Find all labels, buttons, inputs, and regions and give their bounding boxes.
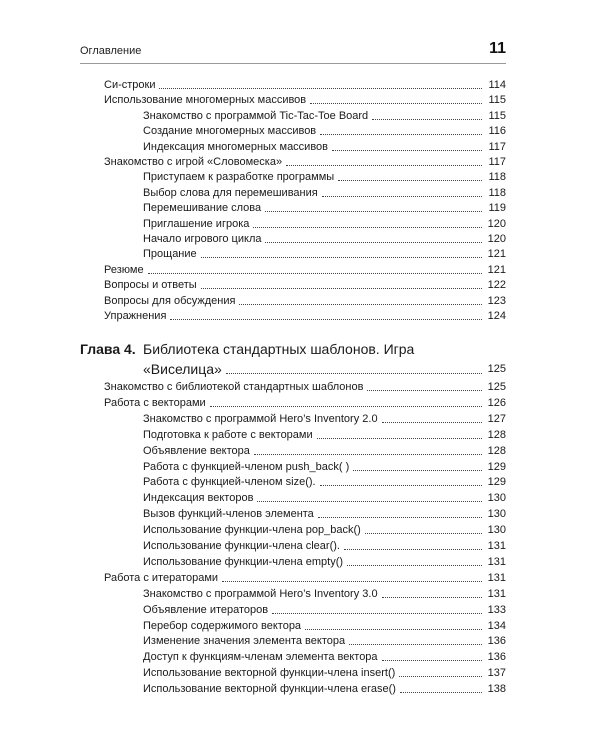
- toc-entry: [143, 168, 506, 184]
- toc-entry-title: Доступ к функциям-членам элемента вектора: [143, 651, 378, 664]
- toc-entry: [143, 184, 506, 200]
- dot-leader: [148, 273, 482, 274]
- toc-entry: [104, 378, 506, 394]
- dot-leader: [239, 304, 482, 305]
- chapter-label: Глава 4.: [80, 341, 136, 357]
- toc-entry-page: 115: [488, 109, 506, 122]
- toc-entry-title: Знакомство с библиотекой стандартных шаблонов: [104, 381, 364, 393]
- dot-leader: [372, 119, 482, 120]
- chapter-title-line2: [143, 358, 506, 378]
- toc-entry: [143, 458, 506, 474]
- toc-entry-page: 122: [487, 279, 506, 292]
- toc-entry-page: 114: [488, 79, 506, 91]
- toc-entry: [143, 553, 506, 569]
- toc-entry-page: 119: [488, 202, 506, 215]
- toc-entry: [104, 307, 506, 323]
- toc-entry-title: Работа с функцией-членом push_back( ): [143, 460, 350, 473]
- toc-entry: [104, 569, 506, 585]
- dot-leader: [253, 227, 482, 228]
- toc-entry-title: Вопросы для обсуждения: [104, 294, 236, 307]
- toc-entry: [143, 505, 506, 521]
- dot-leader: [254, 454, 482, 455]
- toc-entry: [143, 107, 506, 123]
- toc-entry: [143, 537, 506, 553]
- dot-leader: [286, 165, 482, 166]
- dot-leader: [305, 629, 482, 630]
- toc-entry-page: 127: [487, 412, 506, 425]
- dot-leader: [382, 597, 482, 598]
- toc-entry-page: 138: [487, 683, 506, 696]
- dot-leader: [399, 676, 482, 677]
- toc-entry-page: 118: [488, 171, 506, 184]
- dot-leader: [367, 390, 482, 391]
- dot-leader: [382, 660, 482, 661]
- toc-entry: [143, 122, 506, 138]
- toc-entry: [104, 394, 506, 410]
- dot-leader: [365, 533, 482, 534]
- toc-entry: [104, 153, 506, 169]
- toc-entry-page: 118: [488, 186, 506, 199]
- toc-entry-page: 131: [487, 540, 506, 552]
- toc-entry-title: Си-строки: [104, 79, 156, 91]
- toc-entry-page: 120: [487, 217, 506, 230]
- dot-leader: [400, 692, 482, 693]
- dot-leader: [272, 613, 482, 614]
- page-number: 11: [489, 40, 506, 57]
- toc-entry: [143, 215, 506, 231]
- toc-entry-title: Резюме: [104, 263, 144, 276]
- toc-entry-title: Вызов функций-членов элемента: [143, 508, 314, 521]
- dot-leader: [338, 180, 482, 181]
- toc-entry-title: Начало игрового цикла: [143, 233, 262, 245]
- toc-entry-title: Вопросы и ответы: [104, 279, 197, 292]
- toc-entry-title: Использование функции-члена empty(): [143, 555, 344, 568]
- toc-entry-page: 116: [488, 125, 506, 138]
- chapter-title-line2-text: «Виселица»: [143, 361, 222, 377]
- toc-entry-title: Использование многомерных массивов: [104, 94, 307, 107]
- toc-entry-page: 129: [487, 476, 506, 489]
- toc-entry: [143, 585, 506, 601]
- toc-entry-title: Знакомство с программой Hero’s Inventory 3.0: [143, 587, 378, 600]
- toc-entry: [143, 489, 506, 505]
- toc-entry-page: 121: [487, 248, 506, 261]
- toc-entry-title: Прощание: [143, 248, 197, 261]
- dot-leader: [201, 257, 482, 258]
- toc-entry-title: Знакомство с программой Hero’s Inventory 2.0: [143, 412, 378, 425]
- toc-entry-title: Перебор содержимого вектора: [143, 619, 302, 632]
- dot-leader: [201, 288, 482, 289]
- toc-entry: [143, 601, 506, 617]
- toc-entry: [143, 680, 506, 696]
- toc-entry-title: Работа с итераторами: [104, 571, 219, 584]
- toc-entry-title: Работа с функцией-членом size().: [143, 476, 316, 489]
- toc-entry-page: 121: [487, 263, 506, 276]
- toc-entry-title: Использование функции-члена pop_back(): [143, 524, 361, 537]
- toc-entry: [143, 138, 506, 154]
- dot-leader: [265, 211, 482, 212]
- toc-entry-page: 124: [487, 310, 506, 322]
- toc-entry-page: 117: [488, 140, 506, 153]
- dot-leader: [210, 406, 482, 407]
- toc-entry-page: 131: [487, 555, 506, 568]
- dot-leader: [347, 565, 482, 566]
- toc-entry-title: Создание многомерных массивов: [143, 125, 317, 138]
- dot-leader: [226, 373, 482, 374]
- toc-entry-page: 136: [487, 651, 506, 664]
- toc-entry: [143, 473, 506, 489]
- toc-entry-page: 128: [487, 444, 506, 457]
- dot-leader: [353, 470, 482, 471]
- toc-entry-page: 131: [487, 571, 506, 584]
- toc-entry-page: 130: [487, 524, 506, 537]
- dot-leader: [310, 103, 482, 104]
- toc-entry: [143, 648, 506, 664]
- toc-entry-title: Объявление вектора: [143, 444, 250, 457]
- toc-entry: [143, 245, 506, 261]
- toc-entry-page: 115: [488, 94, 506, 107]
- toc-entry-page: 129: [487, 460, 506, 473]
- dot-leader: [349, 644, 482, 645]
- dot-leader: [382, 422, 482, 423]
- toc-entry: [143, 664, 506, 680]
- toc-entry-page: 137: [487, 667, 506, 680]
- toc-entry-page: 126: [487, 396, 506, 409]
- toc-entry: [143, 442, 506, 458]
- toc-entry: [143, 632, 506, 648]
- toc-entry-title: Приглашение игрока: [143, 217, 250, 230]
- toc-entry-page: 133: [487, 603, 506, 616]
- toc-entry-title: Использование векторной функции-члена insert(): [143, 667, 396, 680]
- toc-entry-title: Знакомство с игрой «Словомеска»: [104, 156, 283, 168]
- toc-entry-page: 134: [487, 619, 506, 632]
- toc-entry-page: 130: [487, 492, 506, 505]
- toc-entry-title: Объявление итераторов: [143, 603, 269, 616]
- toc-entry: [143, 521, 506, 537]
- toc-entry-title: Индексация многомерных массивов: [143, 140, 329, 153]
- toc-entry: [104, 261, 506, 277]
- header-rule: [80, 63, 506, 64]
- toc-entry: [143, 617, 506, 633]
- toc-entry: [143, 410, 506, 426]
- toc-entry-page: 128: [487, 428, 506, 441]
- toc-entry: [104, 91, 506, 107]
- toc-entry-page: 131: [487, 587, 506, 600]
- toc-entry-page: 123: [487, 294, 506, 307]
- dot-leader: [170, 319, 482, 320]
- toc-entry-title: Знакомство с программой Tic-Tac-Toe Board: [143, 109, 369, 122]
- toc-entry: [143, 426, 506, 442]
- dot-leader: [320, 134, 482, 135]
- toc-entry-page: 125: [487, 381, 506, 393]
- toc-entry: [104, 76, 506, 92]
- dot-leader: [257, 501, 482, 502]
- dot-leader: [318, 517, 482, 518]
- dot-leader: [322, 196, 482, 197]
- toc-entry-title: Упражнения: [104, 310, 167, 322]
- dot-leader: [265, 242, 482, 243]
- toc-entry-title: Индексация векторов: [143, 492, 254, 505]
- toc-entry-page: 117: [488, 156, 506, 168]
- toc-entry-title: Приступаем к разработке программы: [143, 171, 335, 184]
- toc-entry-title: Использование векторной функции-члена erase(): [143, 683, 396, 696]
- dot-leader: [159, 88, 482, 89]
- dot-leader: [320, 485, 482, 486]
- dot-leader: [344, 549, 482, 550]
- dot-leader: [332, 150, 482, 151]
- toc-entry: [143, 199, 506, 215]
- toc-entry: [104, 276, 506, 292]
- toc-entry-page: 136: [487, 635, 506, 648]
- toc-entry-title: Работа с векторами: [104, 396, 206, 409]
- toc-entry-title: Подготовка к работе с векторами: [143, 428, 313, 441]
- toc-entry: [143, 230, 506, 246]
- toc-entry: [104, 292, 506, 308]
- toc-entry-page: 130: [487, 508, 506, 521]
- toc-entry-title: Выбор слова для перемешивания: [143, 186, 318, 199]
- chapter-title-line1: Библиотека стандартных шаблонов. Игра: [143, 341, 415, 357]
- dot-leader: [222, 581, 482, 582]
- toc-entry-title: Использование функции-члена clear().: [143, 540, 340, 552]
- toc-entry-title: Изменение значения элемента вектора: [143, 635, 346, 648]
- running-head: Оглавление: [80, 45, 142, 57]
- chapter-page: 125: [487, 363, 506, 375]
- toc-entry-title: Перемешивание слова: [143, 202, 262, 215]
- toc-entry-page: 120: [487, 233, 506, 245]
- dot-leader: [317, 438, 482, 439]
